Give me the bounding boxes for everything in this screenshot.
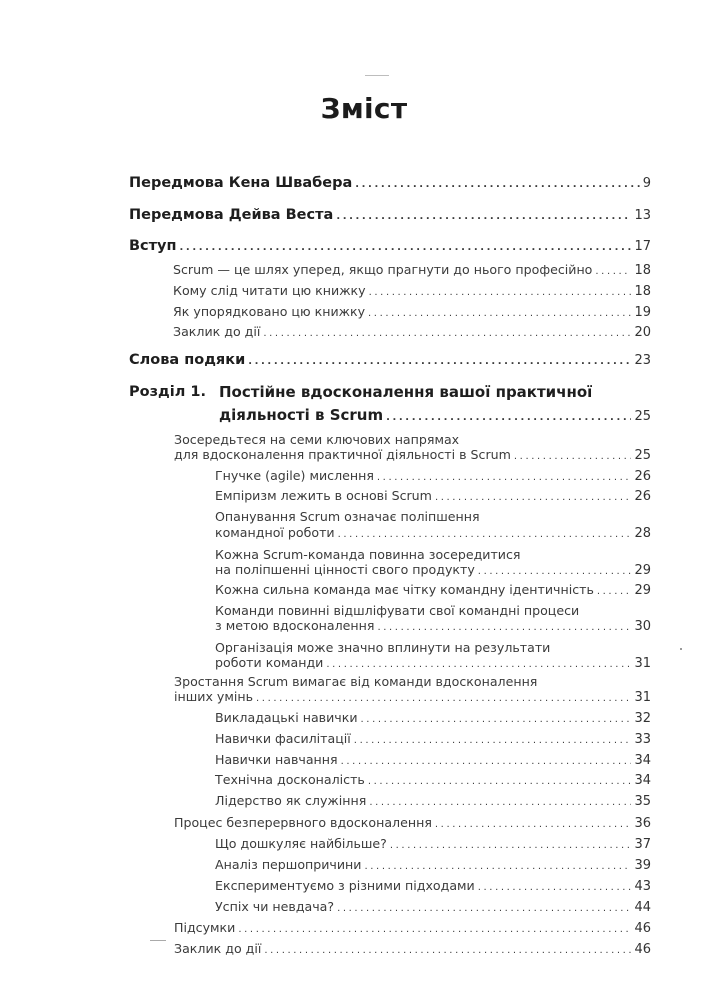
dot-leader — [336, 211, 631, 222]
toc-entry-label: Викладацькі навички — [215, 710, 358, 725]
toc-entry-label: Успіх чи невдача? — [215, 899, 335, 914]
dot-leader — [377, 622, 631, 633]
toc-page-number: 43 — [634, 879, 651, 894]
toc-entry-label: Підсумки — [174, 920, 236, 935]
toc-entry-servant-leadership[interactable] — [215, 793, 651, 809]
dot-leader — [364, 861, 631, 872]
toc-entry-label: Як упорядковано цю книжку — [173, 304, 366, 319]
dot-leader — [514, 451, 632, 462]
dot-leader — [478, 566, 632, 577]
toc-page-number: 29 — [634, 563, 651, 578]
dot-leader — [341, 756, 632, 767]
toc-entry-label: Гнучке (agile) мислення — [215, 468, 374, 483]
toc-entry-mastering-scrum[interactable] — [215, 525, 651, 541]
dot-leader — [435, 819, 632, 830]
toc-page-number: 29 — [634, 583, 651, 598]
toc-entry-success-or-failure[interactable] — [215, 899, 651, 915]
section-label-line1: Зосередьтеся на семи ключових напрямах — [174, 432, 460, 447]
toc-entry-facilitation-skills[interactable] — [215, 731, 651, 747]
toc-page-number: 30 — [634, 619, 651, 634]
toc-page-number: 18 — [634, 263, 651, 278]
dot-leader — [369, 287, 632, 298]
toc-entry-label: Scrum — це шлях уперед, якщо прагнути до нього професійно — [173, 262, 593, 277]
toc-entry-team-identity[interactable] — [215, 582, 651, 598]
toc-page-number: 36 — [634, 816, 651, 831]
toc-page-number: 33 — [634, 732, 651, 747]
chapter-title-line1: Постійне вдосконалення вашої практичної — [219, 383, 593, 401]
dot-leader — [256, 693, 631, 704]
toc-page-number: 34 — [634, 753, 651, 768]
toc-page-number: 18 — [634, 284, 651, 299]
toc-page-number: 39 — [634, 858, 651, 873]
toc-page-number: 19 — [634, 305, 651, 320]
dot-leader — [337, 903, 631, 914]
toc-page-number: 46 — [634, 921, 651, 936]
toc-entry-organization-impact[interactable] — [215, 655, 651, 671]
toc-entry-scrum-growth-skills[interactable] — [174, 689, 651, 705]
toc-page-number: 46 — [634, 942, 651, 957]
dot-leader — [597, 586, 632, 597]
toc-entry-summary[interactable] — [174, 920, 651, 936]
dot-leader — [264, 945, 631, 956]
toc-entry-biggest-pain[interactable] — [215, 836, 651, 852]
dot-leader — [326, 659, 631, 670]
toc-page-number: 44 — [634, 900, 651, 915]
toc-entry-product-value[interactable] — [215, 562, 651, 578]
section-label-line2: для вдосконалення практичної діяльності в Scrum — [174, 447, 511, 462]
toc-label-line1: Кожна Scrum-команда повинна зосередитися — [215, 547, 521, 562]
toc-entry-foreword-west[interactable] — [129, 207, 651, 223]
toc-page-number: 26 — [634, 469, 651, 484]
toc-entry-root-cause[interactable] — [215, 857, 651, 873]
toc-entry-agile-mindset[interactable] — [215, 468, 651, 484]
dot-leader — [478, 882, 632, 893]
toc-page-number: 34 — [634, 773, 651, 788]
dot-leader — [354, 735, 632, 746]
dot-leader — [369, 797, 631, 808]
header-rule — [365, 75, 389, 76]
toc-entry-acknowledgements[interactable] — [129, 352, 651, 368]
toc-entry-label: Емпіризм лежить в основі Scrum — [215, 488, 432, 503]
toc-label-line1: Команди повинні відшліфувати свої командні процеси — [215, 603, 580, 618]
toc-page-number: 17 — [634, 239, 651, 254]
dot-leader — [368, 776, 632, 787]
toc-entry-technical-excellence[interactable] — [215, 772, 651, 788]
toc-label-line1: Організація може значно вплинути на результати — [215, 640, 551, 655]
chapter-number: Розділ 1. — [129, 384, 206, 400]
dot-leader — [390, 840, 632, 851]
chapter-title-line2: діяльності в Scrum — [219, 406, 384, 424]
toc-entry-teaching-skills[interactable] — [215, 710, 651, 726]
section-label-line2: інших умінь — [174, 689, 254, 704]
toc-entry-chapter-1[interactable] — [219, 406, 651, 424]
scan-speck — [680, 648, 682, 650]
toc-entry-label: Навички фасилітації — [215, 731, 351, 746]
toc-page-number: 31 — [634, 690, 651, 705]
page-title: Зміст — [320, 92, 408, 125]
dot-leader — [180, 242, 632, 253]
scan-mark — [150, 940, 166, 941]
dot-leader — [248, 356, 631, 367]
toc-page-number: 26 — [634, 489, 651, 504]
toc-entry-label: Кому слід читати цю книжку — [173, 283, 366, 298]
dot-leader — [355, 179, 639, 190]
toc-entry-label: Передмова Дейва Веста — [129, 207, 334, 223]
toc-page-number: 31 — [634, 656, 651, 671]
toc-entry-label: Заклик до дії — [173, 324, 261, 339]
toc-entry-team-processes[interactable] — [215, 618, 651, 634]
toc-entry-who-should-read[interactable] — [173, 283, 651, 299]
toc-entry-experiment[interactable] — [215, 878, 651, 894]
toc-entry-introduction[interactable] — [129, 238, 651, 254]
toc-page-number: 13 — [634, 208, 651, 223]
toc-entry-label: Аналіз першопричини — [215, 857, 362, 872]
toc-label-line2: командної роботи — [215, 525, 335, 540]
toc-page-number: 37 — [634, 837, 651, 852]
toc-entry-label: Передмова Кена Швабера — [129, 175, 353, 191]
toc-entry-call-to-action-intro[interactable] — [173, 324, 651, 340]
dot-leader — [368, 308, 631, 319]
toc-entry-learning-skills[interactable] — [215, 752, 651, 768]
toc-entry-seven-key-areas[interactable] — [174, 447, 651, 463]
toc-page-number: 28 — [634, 526, 651, 541]
toc-label-line2: з метою вдосконалення — [215, 618, 375, 633]
toc-entry-label: Кожна сильна команда має чітку командну ідентичність — [215, 582, 594, 597]
dot-leader — [377, 472, 632, 483]
dot-leader — [263, 328, 631, 339]
toc-entry-label: Технічна досконалість — [215, 772, 365, 787]
toc-page-number: 9 — [642, 176, 651, 191]
toc-entry-empiricism[interactable] — [215, 488, 651, 504]
toc-page-number: 25 — [634, 448, 651, 463]
toc-entry-label: Слова подяки — [129, 352, 246, 368]
toc-entry-how-organized[interactable] — [173, 304, 651, 320]
dot-leader — [386, 412, 631, 423]
toc-entry-label: Процес безперервного вдосконалення — [174, 815, 432, 830]
toc-entry-label: Що дошкуляє найбільше? — [215, 836, 387, 851]
toc-entry-label: Навички навчання — [215, 752, 338, 767]
toc-label-line2: роботи команди — [215, 655, 324, 670]
toc-page-number: 20 — [634, 325, 651, 340]
dot-leader — [361, 714, 632, 725]
toc-entry-continuous-improvement[interactable] — [174, 815, 651, 831]
toc-entry-scrum-way-forward[interactable] — [173, 262, 651, 278]
toc-entry-label: Заклик до дії — [174, 941, 262, 956]
dot-leader — [238, 924, 631, 935]
dot-leader — [435, 492, 632, 503]
dot-leader — [595, 266, 631, 277]
toc-entry-foreword-schwaber[interactable] — [129, 175, 651, 191]
toc-entry-call-to-action[interactable] — [174, 941, 651, 957]
toc-entry-label: Лідерство як служіння — [215, 793, 367, 808]
toc-page-number: 35 — [634, 794, 651, 809]
section-label-line1: Зростання Scrum вимагає від команди вдосконалення — [174, 674, 538, 689]
toc-page-number: 32 — [634, 711, 651, 726]
toc-page-number: 25 — [634, 409, 651, 424]
dot-leader — [338, 529, 632, 540]
toc-label-line2: на поліпшенні цінності свого продукту — [215, 562, 475, 577]
toc-page-number: 23 — [634, 353, 651, 368]
toc-entry-label: Вступ — [129, 238, 177, 254]
toc-entry-label: Експериментуємо з різними підходами — [215, 878, 475, 893]
toc-label-line1: Опанування Scrum означає поліпшення — [215, 509, 480, 524]
